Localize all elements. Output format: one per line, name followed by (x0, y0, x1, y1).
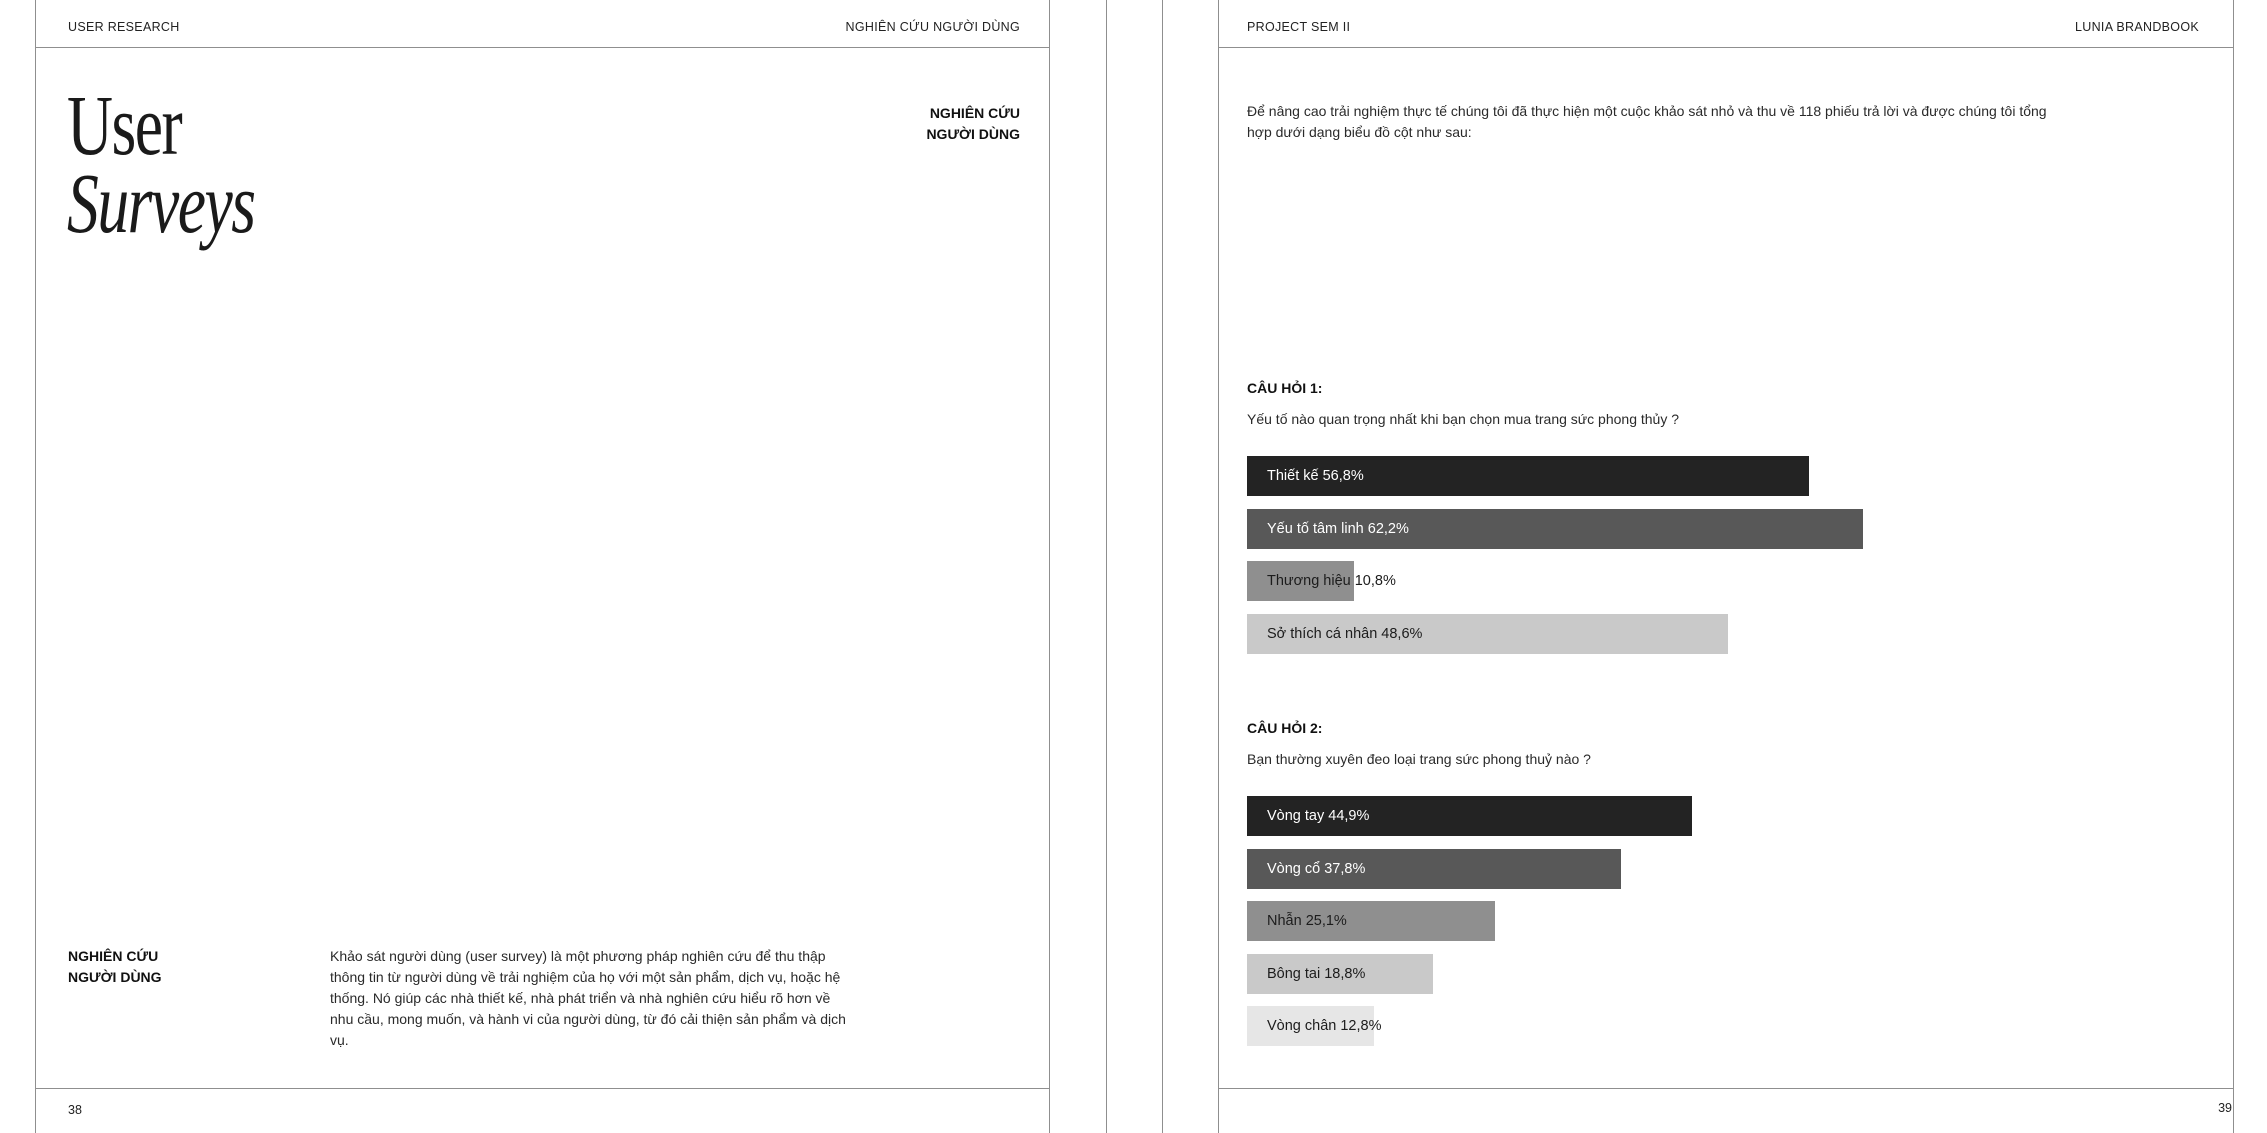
chart-bar (1247, 614, 1728, 654)
section-label-bottom-line-2: NGƯỜI DÙNG (68, 969, 162, 985)
right-header-rule (1218, 47, 2233, 48)
chart-bar-label: Thiết kế 56,8% (1267, 468, 1364, 484)
intro-paragraph: Để nâng cao trải nghiệm thực tế chúng tôi đã thực hiện một cuộc khảo sát nhỏ và thu về 118 phiếu trả lời và được chúng tôi tổng hợp dưới dạng biểu đồ cột như sau: (1247, 103, 2047, 140)
chart-bar (1247, 796, 1692, 836)
left-header-label: USER RESEARCH (68, 20, 180, 34)
page-number-right: 39 (2218, 1101, 2232, 1115)
question-1-chart (1247, 380, 2197, 660)
left-footer-rule (35, 1088, 1049, 1089)
question-2-chart (1247, 720, 2197, 1060)
gutter-line-3 (1162, 0, 1163, 1133)
question-2-label: CÂU HỎI 2: (1247, 720, 1323, 736)
page-number-left: 38 (68, 1103, 82, 1117)
chart-bar-label: Vòng cổ 37,8% (1267, 861, 1366, 877)
chart-bar (1247, 849, 1621, 889)
chart-bar (1247, 509, 1863, 549)
description-paragraph: Khảo sát người dùng (user survey) là một phương pháp nghiên cứu để thu thập thông tin từ người dùng về trải nghiệm của họ với một sản phẩm, dịch vụ, hoặc hệ thống. Nó giúp các nhà thiết kế, nhà phát triển và nhà nghiên cứu hiểu rõ hơn về nhu cầu, mong muốn, và hành vi của người dùng, từ đó cải thiện sản phẩm và dịch vụ. (330, 948, 846, 1048)
section-label-top-line-2: NGƯỜI DÙNG (926, 126, 1020, 142)
chart-bar-label: Thương hiệu 10,8% (1267, 573, 1396, 589)
question-1-text: Yếu tố nào quan trọng nhất khi bạn chọn mua trang sức phong thủy ? (1247, 411, 1680, 427)
section-label-top-line-1: NGHIÊN CỨU (929, 105, 1020, 121)
left-header-rule (35, 47, 1049, 48)
left-header-section: NGHIÊN CỨU NGƯỜI DÙNG (845, 20, 1020, 34)
chart-bar (1247, 901, 1495, 941)
chart-bar-label: Bông tai 18,8% (1267, 966, 1366, 982)
right-header-brand: LUNIA BRANDBOOK (2075, 20, 2199, 34)
right-header-project: PROJECT SEM II (1247, 20, 1351, 34)
page-title-line-2: Surveys (67, 155, 255, 251)
chart-bar (1247, 456, 1809, 496)
page-title (67, 77, 255, 251)
chart-bar-label: Yếu tố tâm linh 62,2% (1267, 521, 1409, 537)
question-1-label: CÂU HỎI 1: (1247, 380, 1323, 396)
gutter-line-2 (1106, 0, 1107, 1133)
chart-bar (1247, 1006, 1382, 1046)
section-label-bottom-line-1: NGHIÊN CỨU (68, 948, 159, 964)
chart-bar (1247, 561, 1396, 601)
section-label-bottom (68, 946, 162, 988)
chart-bar (1247, 954, 1433, 994)
chart-bar-label: Vòng chân 12,8% (1267, 1018, 1382, 1034)
gutter-line-1 (1049, 0, 1050, 1133)
right-footer-rule (1218, 1088, 2233, 1089)
chart-bar-label: Nhẫn 25,1% (1267, 913, 1347, 929)
question-2-bars (1247, 796, 2197, 1056)
question-2-text: Bạn thường xuyên đeo loại trang sức phong thuỷ nào ? (1247, 751, 1591, 767)
gutter-line-4 (1218, 0, 1219, 1133)
section-label-top (926, 103, 1020, 145)
page-title-line-1: User (67, 77, 182, 173)
right-page-edge (2233, 0, 2234, 1133)
chart-bar-label: Vòng tay 44,9% (1267, 808, 1370, 824)
left-page-edge (35, 0, 36, 1133)
chart-bar-label: Sở thích cá nhân 48,6% (1267, 626, 1423, 642)
question-1-bars (1247, 456, 2197, 656)
